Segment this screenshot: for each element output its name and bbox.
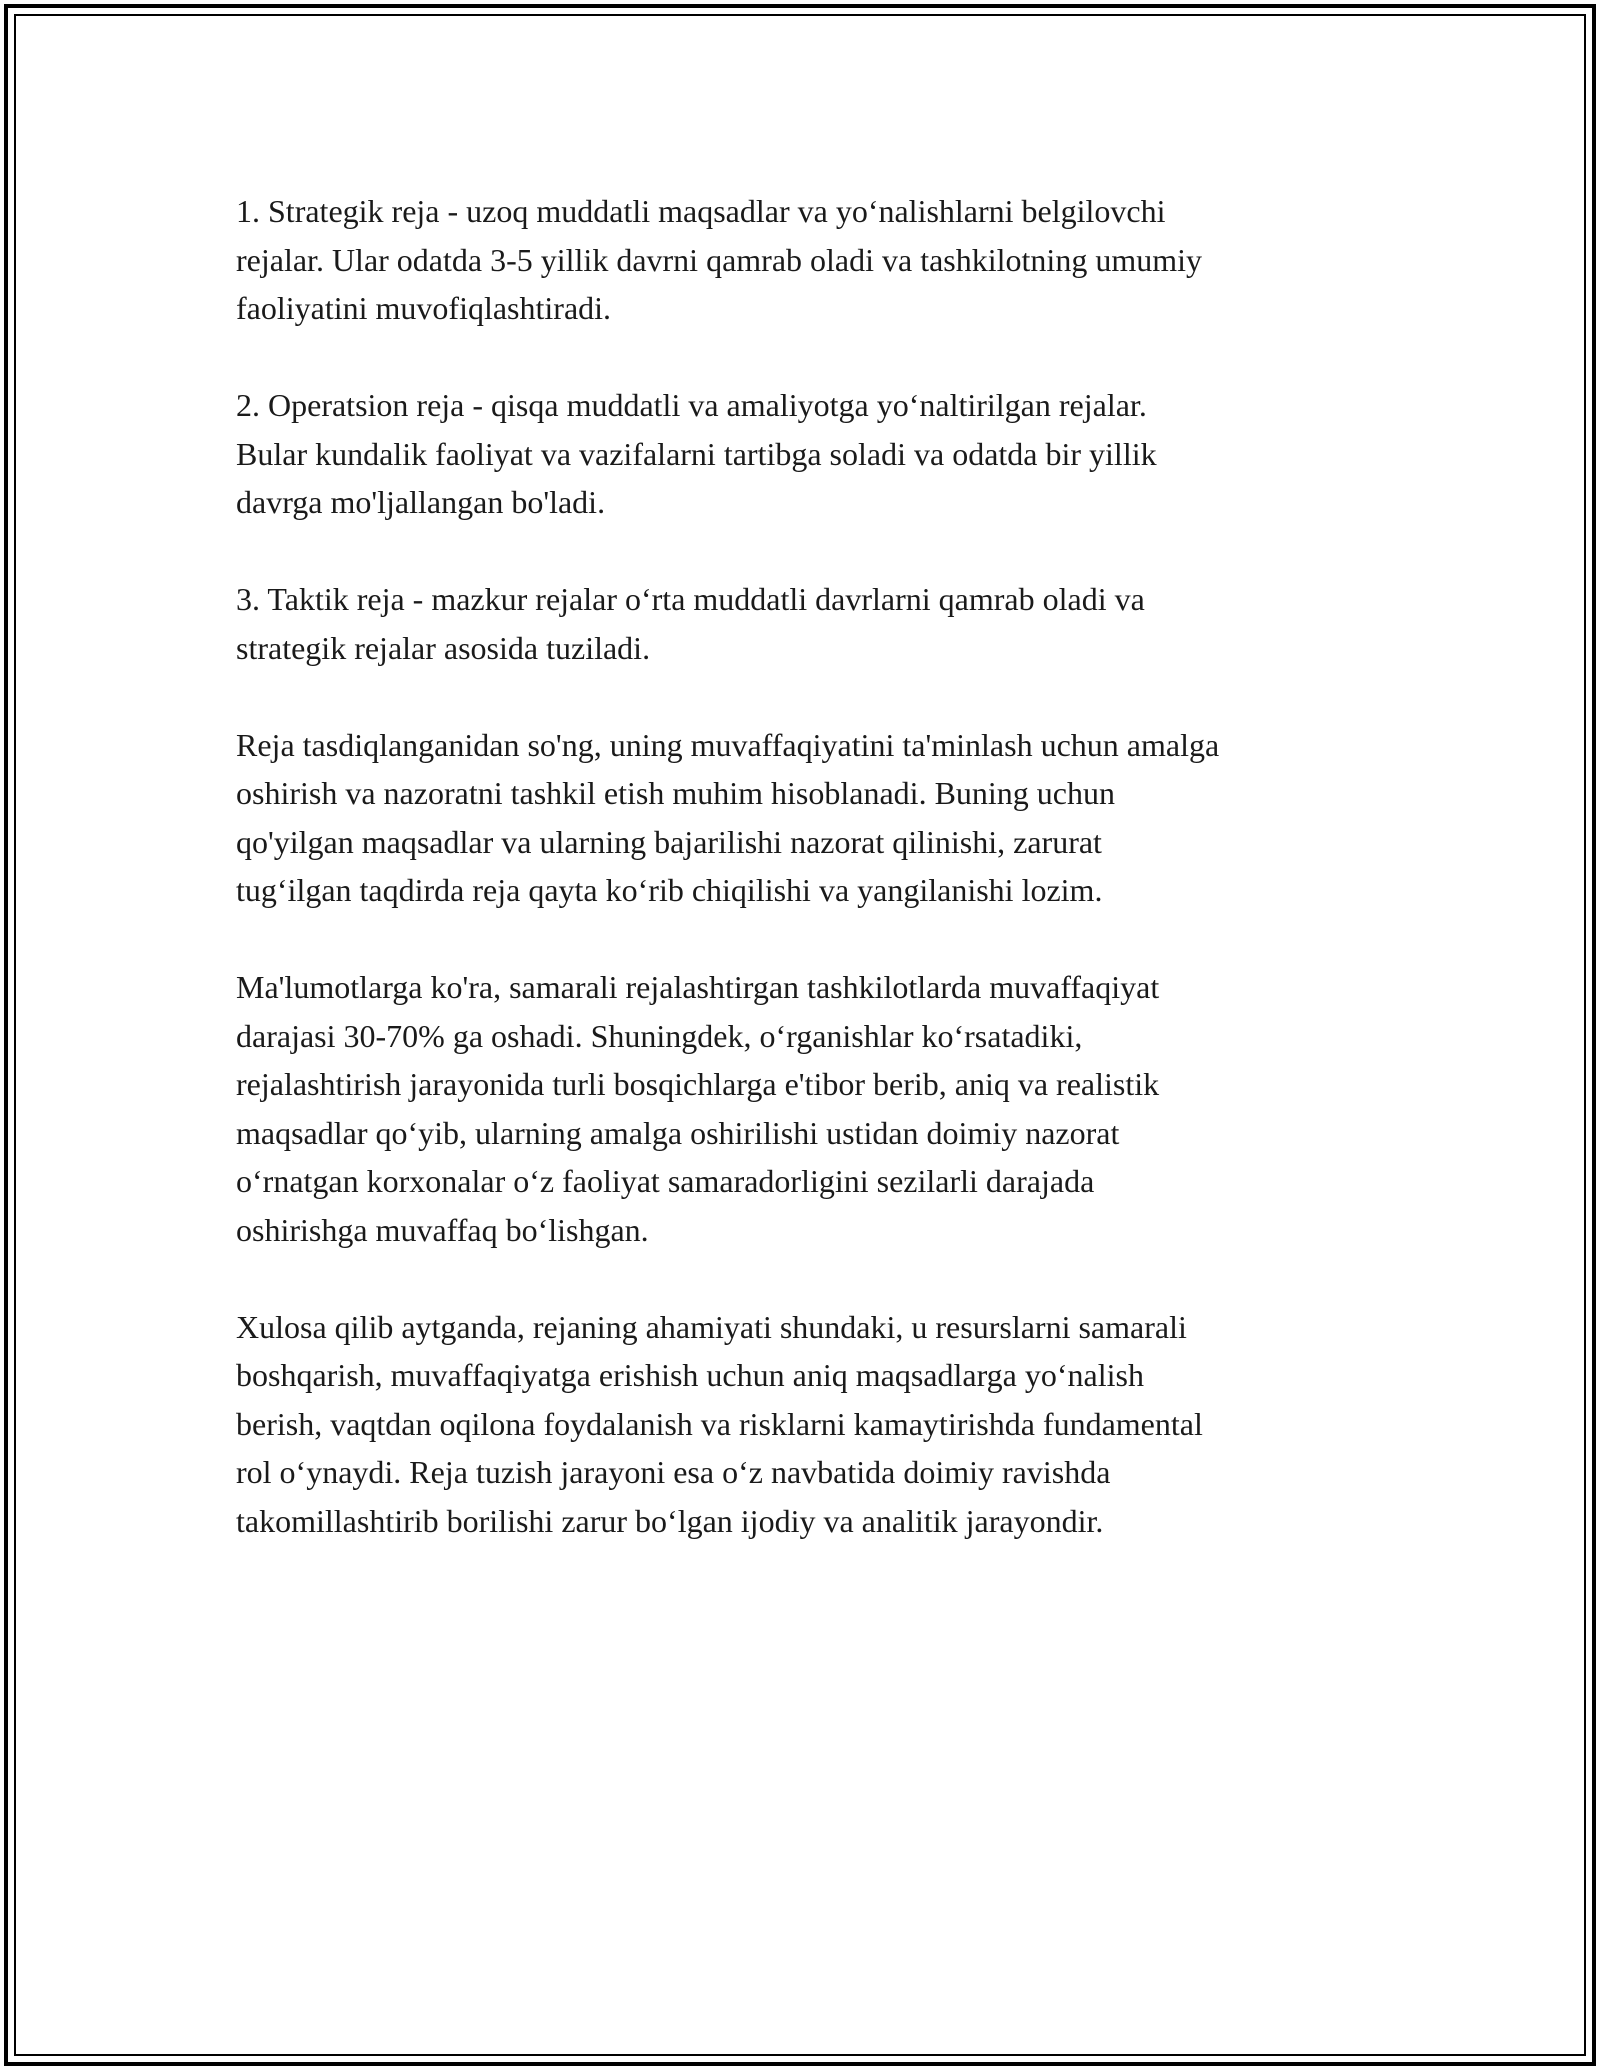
text-line: rejalar. Ular odatda 3-5 yillik davrni qamrab oladi va tashkilotning umumiy (236, 241, 1202, 278)
text-line: o‘rnatgan korxonalar o‘z faoliyat samaradorligini sezilarli darajada (236, 1163, 1095, 1199)
document-body (236, 187, 1386, 1594)
text-line: rol o‘ynaydi. Reja tuzish jarayoni esa o‘z navbatida doimiy ravishda (236, 1454, 1111, 1490)
text-line: 3. Taktik reja - mazkur rejalar o‘rta muddatli davrlarni qamrab oladi va (236, 581, 1145, 617)
paragraph-conclusion (236, 1303, 1386, 1546)
paragraph-strategic-plan (236, 187, 1386, 333)
paragraph-operational-plan (236, 381, 1386, 527)
text-line: darajasi 30-70% ga oshadi. Shuningdek, o‘rganishlar ko‘rsatadiki, (236, 1017, 1083, 1054)
text-line: faoliyatini muvofiqlashtiradi. (236, 290, 612, 326)
text-line: berish, vaqtdan oqilona foydalanish va risklarni kamaytirishda fundamental (236, 1405, 1203, 1442)
paragraph-tactical-plan (236, 575, 1386, 672)
text-line: takomillashtirib borilishi zarur bo‘lgan ijodiy va analitik jarayondir. (236, 1502, 1104, 1539)
text-line: maqsadlar qo‘yib, ularning amalga oshirilishi ustidan doimiy nazorat (236, 1114, 1120, 1151)
text-line: tug‘ilgan taqdirda reja qayta ko‘rib chiqilishi va yangilanishi lozim. (236, 872, 1103, 908)
text-line: 2. Operatsion reja - qisqa muddatli va amaliyotga yo‘naltirilgan rejalar. (236, 387, 1147, 423)
text-line: Xulosa qilib aytganda, rejaning ahamiyati shundaki, u resurslarni samarali (236, 1308, 1187, 1345)
text-line: Reja tasdiqlanganidan so'ng, uning muvaffaqiyatini ta'minlash uchun amalga (236, 726, 1220, 763)
paragraph-implementation (236, 721, 1386, 915)
text-line: qo'yilgan maqsadlar va ularning bajarilishi nazorat qilinishi, zarurat (236, 823, 1102, 860)
text-line: Ma'lumotlarga ko'ra, samarali rejalashtirgan tashkilotlarda muvaffaqiyat (236, 969, 1160, 1005)
text-line: strategik rejalar asosida tuziladi. (236, 629, 651, 666)
text-line: oshirish va nazoratni tashkil etish muhim hisoblanadi. Buning uchun (236, 775, 1115, 811)
text-line: Bular kundalik faoliyat va vazifalarni tartibga soladi va odatda bir yillik (236, 435, 1157, 472)
paragraph-statistics (236, 963, 1386, 1254)
text-line: 1. Strategik reja - uzoq muddatli maqsadlar va yo‘nalishlarni belgilovchi (236, 193, 1166, 229)
text-line: davrga mo'ljallangan bo'ladi. (236, 484, 606, 520)
text-line: boshqarish, muvaffaqiyatga erishish uchun aniq maqsadlarga yo‘nalish (236, 1357, 1144, 1393)
text-line: oshirishga muvaffaq bo‘lishgan. (236, 1211, 649, 1248)
text-line: rejalashtirish jarayonida turli bosqichlarga e'tibor berib, aniq va realistik (236, 1066, 1160, 1102)
